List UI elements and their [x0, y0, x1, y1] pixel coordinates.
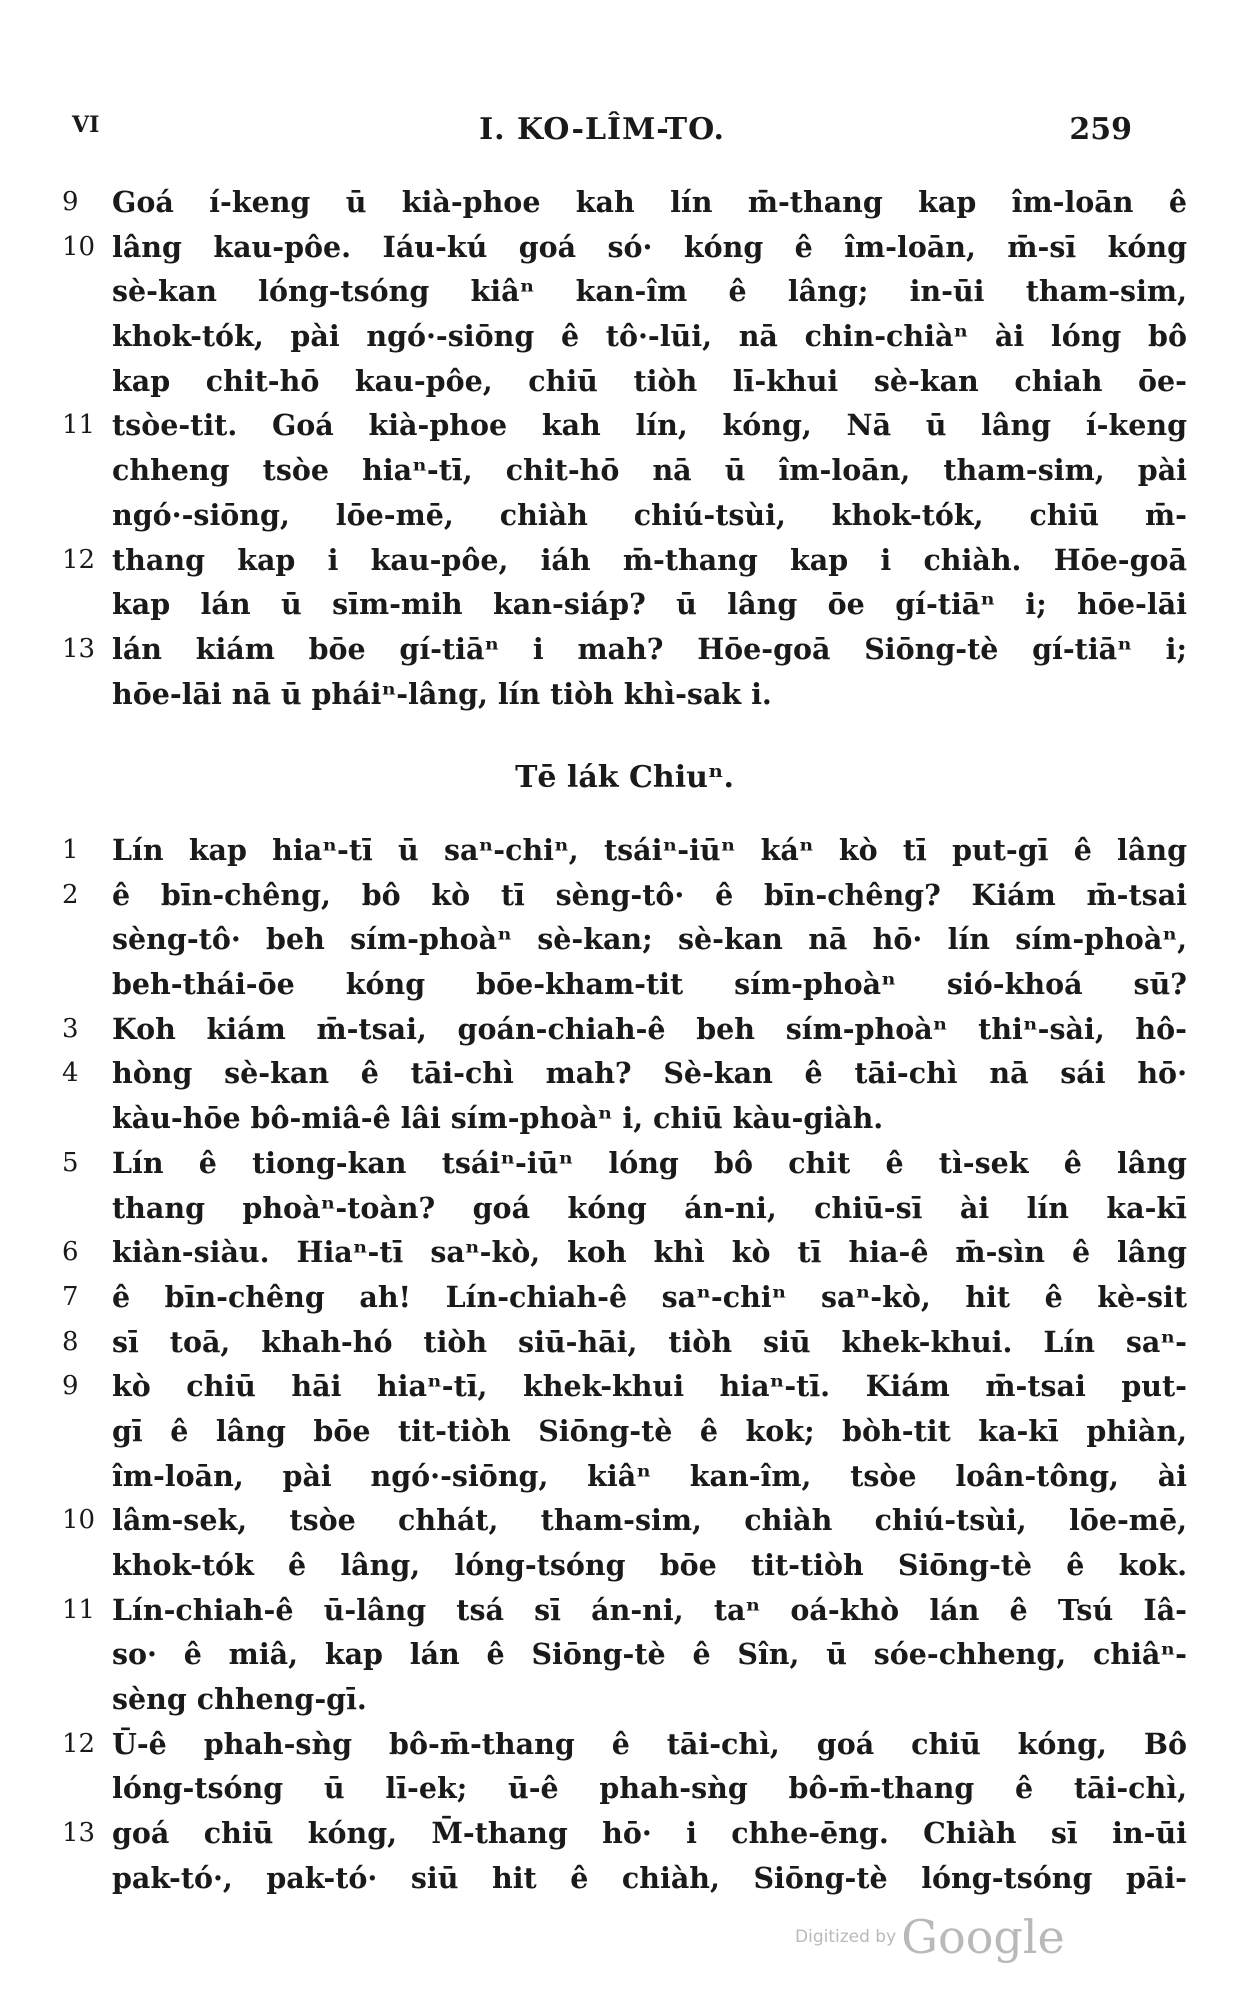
verse-number: 9	[62, 1371, 79, 1402]
line-text: Ū-ê phah-sǹg bô-m̄-thang ê tāi-chì, goá chiū kóng, Bô	[112, 1726, 1187, 1761]
line-text: ê bīn-chêng ah! Lín-chiah-ê saⁿ-chiⁿ saⁿ-kò, hit ê kè-sit	[112, 1279, 1187, 1314]
line-text: kap chit-hō kau-pôe, chiū tiòh lī-khui sè-kan chiah ōe-	[112, 363, 1187, 398]
verse-number: 5	[62, 1147, 79, 1178]
verse-number: 13	[62, 633, 96, 664]
verse-number: 7	[62, 1281, 79, 1312]
header-title: I. KO-LÎM-TO.	[479, 112, 725, 147]
verse-number: 12	[62, 544, 96, 575]
line-text: khok-tók, pài ngó·-siōng ê tô·-lūi, nā chin-chiàⁿ ài lóng bô	[112, 319, 1187, 354]
line-text: Goá í-keng ū kià-phoe kah lín m̄-thang kap îm-loān ê	[112, 185, 1187, 219]
line-text: gī ê lâng bōe tit-tiòh Siōng-tè ê kok; bòh-tit ka-kī phiàn,	[112, 1413, 1187, 1448]
chapter-heading: Tē lák Chiuⁿ.	[515, 760, 734, 795]
verse-number: 11	[62, 1594, 96, 1625]
line-text: goá chiū kóng, M̄-thang hō· i chhe-ēng. Chiàh sī in-ūi	[112, 1816, 1187, 1851]
line-text: Koh kiám m̄-tsai, goán-chiah-ê beh sím-phoàⁿ thiⁿ-sài, hô-	[112, 1011, 1187, 1046]
line-text: sèng-tô· beh sím-phoàⁿ sè-kan; sè-kan nā hō· lín sím-phoàⁿ,	[112, 922, 1187, 957]
page-number: 259	[1069, 112, 1132, 147]
line-text: Lín kap hiaⁿ-tī ū saⁿ-chiⁿ, tsáiⁿ-iūⁿ káⁿ kò tī put-gī ê lâng	[112, 833, 1187, 867]
verse-number: 2	[62, 879, 79, 910]
line-text: thang phoàⁿ-toàn? goá kóng án-ni, chiū-sī ài lín ka-kī	[112, 1190, 1187, 1225]
verse-number: 4	[62, 1058, 79, 1089]
line-text: thang kap i kau-pôe, iáh m̄-thang kap i chiàh. Hōe-goā	[112, 542, 1187, 577]
line-text: sè-kan lóng-tsóng kiâⁿ kan-îm ê lâng; in-ūi tham-sim,	[112, 274, 1187, 309]
line-text: khok-tók ê lâng, lóng-tsóng bōe tit-tiòh Siōng-tè ê kok.	[112, 1548, 1187, 1582]
line-text: beh-thái-ōe kóng bōe-kham-tit sím-phoàⁿ sió-khoá sū?	[112, 967, 1187, 1002]
verse-number: 3	[62, 1013, 79, 1044]
running-header	[72, 112, 1132, 158]
line-text: pak-tó·, pak-tó· siū hit ê chiàh, Siōng-tè lóng-tsóng pāi-	[112, 1860, 1187, 1895]
line-text: lán kiám bōe gí-tiāⁿ i mah? Hōe-goā Siōng-tè gí-tiāⁿ i;	[112, 631, 1187, 666]
line-text: so· ê miâ, kap lán ê Siōng-tè ê Sîn, ū sóe-chheng, chiâⁿ-	[112, 1637, 1187, 1672]
header-left-mark: VI	[72, 112, 100, 138]
line-text: chheng tsòe hiaⁿ-tī, chit-hō nā ū îm-loān, tham-sim, pài	[112, 453, 1187, 488]
line-text: hōe-lāi nā ū pháiⁿ-lâng, lín tiòh khì-sak i.	[112, 676, 772, 711]
line-text: kò chiū hāi hiaⁿ-tī, khek-khui hiaⁿ-tī. Kiám m̄-tsai put-	[112, 1369, 1187, 1404]
verse-number: 6	[62, 1237, 79, 1268]
verse-number: 11	[62, 410, 96, 441]
line-text: Lín-chiah-ê ū-lâng tsá sī án-ni, taⁿ oá-khò lán ê Tsú Iâ-	[112, 1592, 1187, 1627]
line-text: kiàn-siàu. Hiaⁿ-tī saⁿ-kò, koh khì kò tī hia-ê m̄-sìn ê lâng	[112, 1235, 1187, 1270]
line-text: ê bīn-chêng, bô kò tī sèng-tô· ê bīn-chêng? Kiám m̄-tsai	[112, 877, 1187, 912]
line-text: Lín ê tiong-kan tsáiⁿ-iūⁿ lóng bô chit ê tì-sek ê lâng	[112, 1145, 1187, 1180]
line-text: lâng kau-pôe. Iáu-kú goá só· kóng ê îm-loān, m̄-sī kóng	[112, 229, 1187, 264]
verse-number: 1	[62, 835, 79, 865]
verse-number: 10	[62, 231, 96, 262]
verse-number: 10	[62, 1505, 96, 1536]
verse-number: 8	[62, 1326, 79, 1357]
line-text: kàu-hōe bô-miâ-ê lâi sím-phoàⁿ i, chiū kàu-giàh.	[112, 1101, 884, 1136]
line-text: tsòe-tit. Goá kià-phoe kah lín, kóng, Nā ū lâng í-keng	[112, 408, 1187, 443]
line-text: kap lán ū sīm-mih kan-siáp? ū lâng ōe gí-tiāⁿ i; hōe-lāi	[112, 587, 1187, 622]
line-text: lóng-tsóng ū lī-ek; ū-ê phah-sǹg bô-m̄-thang ê tāi-chì,	[112, 1771, 1187, 1806]
line-text: hòng sè-kan ê tāi-chì mah? Sè-kan ê tāi-chì nā sái hō·	[112, 1056, 1187, 1091]
verse-number: 13	[62, 1818, 96, 1849]
line-text: îm-loān, pài ngó·-siōng, kiâⁿ kan-îm, tsòe loân-tông, ài	[112, 1458, 1187, 1493]
line-text: lâm-sek, tsòe chhát, tham-sim, chiàh chiú-tsùi, lōe-mē,	[112, 1503, 1187, 1538]
watermark-prefix: Digitized by	[795, 1927, 897, 1947]
line-text: ngó·-siōng, lōe-mē, chiàh chiú-tsùi, khok-tók, chiū m̄-	[112, 497, 1187, 532]
line-text: sèng chheng-gī.	[112, 1682, 367, 1717]
verse-number: 9	[62, 187, 79, 217]
verse-number: 12	[62, 1728, 96, 1759]
watermark-brand: Google	[901, 1910, 1065, 1964]
digitization-watermark	[795, 1910, 1065, 1964]
line-text: sī toā, khah-hó tiòh siū-hāi, tiòh siū khek-khui. Lín saⁿ-	[112, 1324, 1187, 1359]
